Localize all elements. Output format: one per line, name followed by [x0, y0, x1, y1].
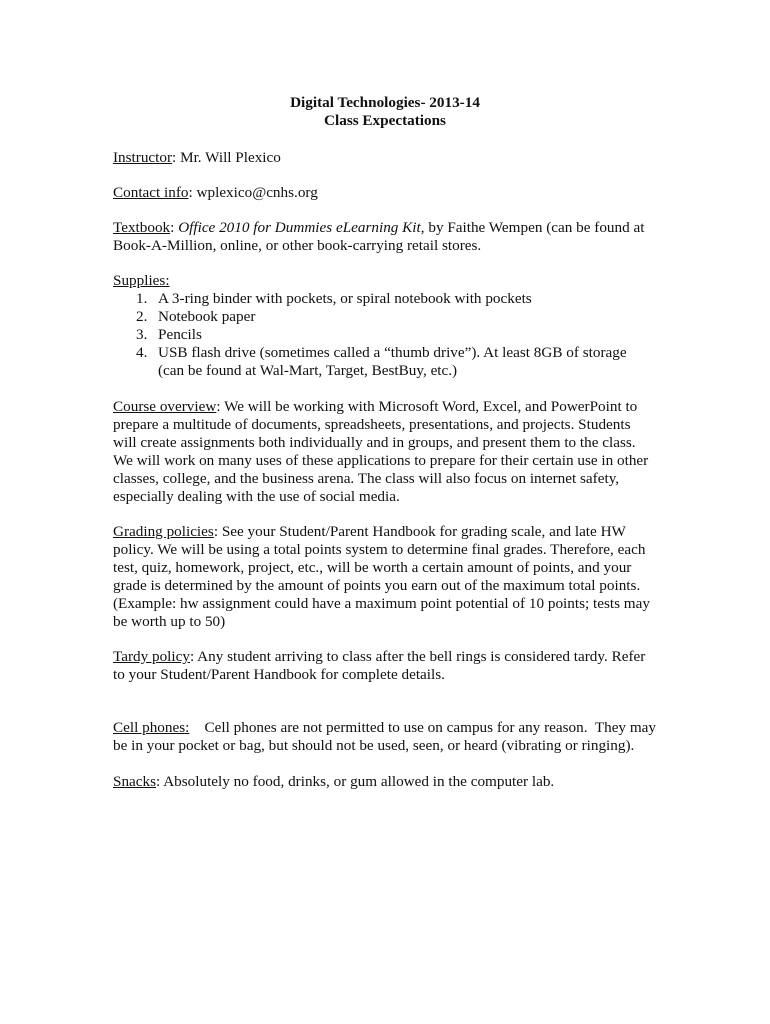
course-overview-line-1: Course overview: We will be working with Microsoft Word, Excel, and PowerPoint to [113, 398, 638, 415]
supply-item-4 [113, 344, 658, 362]
supply-item-text: Pencils [158, 325, 202, 343]
cell-phones-section [113, 719, 658, 755]
instructor-line: Instructor: Mr. Will Plexico [113, 149, 281, 166]
tardy-policy-section [113, 648, 658, 684]
contact-label: Contact info [113, 184, 189, 201]
cell-phones-label: Cell phones: [113, 719, 190, 736]
tardy-line-2: to your Student/Parent Handbook for complete details. [113, 665, 445, 683]
document-title: Digital Technologies- 2013-14 [290, 94, 480, 111]
grading-line-3: test, quiz, homework, project, etc., will be worth a certain amount of points, and your [113, 558, 632, 576]
course-overview-line-2: prepare a multitude of documents, spreadsheets, presentations, and projects. Students [113, 415, 631, 433]
supply-item-1 [113, 290, 658, 308]
cell-phones-line-1: Cell phones: Cell phones are not permitted to use on campus for any reason. They may [113, 719, 656, 736]
supplies-label: Supplies: [113, 272, 170, 289]
grading-line-4: grade is determined by the amount of points you earn out of the maximum total points. [113, 576, 641, 594]
grading-policies-label: Grading policies [113, 523, 214, 540]
supply-item-text: (can be found at Wal-Mart, Target, BestBuy, etc.) [158, 361, 458, 379]
grading-line-6: be worth up to 50) [113, 612, 226, 630]
instructor-section [113, 149, 658, 167]
supply-item-number: 3. [136, 325, 148, 343]
cell-phones-line-2: be in your pocket or bag, but should not be used, seen, or heard (vibrating or ringing). [113, 736, 635, 754]
snacks-line: Snacks: Absolutely no food, drinks, or gum allowed in the computer lab. [113, 773, 555, 790]
tardy-policy-label: Tardy policy [113, 648, 190, 665]
grading-line-2: policy. We will be using a total points system to determine final grades. Therefore, each [113, 540, 646, 558]
grading-line-1: Grading policies: See your Student/Parent Handbook for grading scale, and late HW [113, 523, 626, 540]
contact-email: wplexico@cnhs.org [196, 184, 318, 201]
supply-item-2 [113, 308, 658, 326]
document-subtitle: Class Expectations [324, 112, 446, 129]
supply-item-number: 4. [136, 343, 148, 361]
supplies-section [113, 272, 658, 379]
course-overview-line-6: especially dealing with the use of social media. [113, 487, 400, 505]
instructor-value: Mr. Will Plexico [180, 149, 281, 166]
textbook-author: , by Faithe Wempen (can be found at [420, 219, 645, 236]
contact-section [113, 184, 658, 202]
supply-item-number: 1. [136, 289, 148, 307]
supply-item-3 [113, 326, 658, 344]
supply-item-text: Notebook paper [158, 307, 256, 325]
course-overview-line-3: will create assignments both individually and in groups, and present them to the class. [113, 433, 636, 451]
supply-item-4-continued [113, 362, 658, 380]
course-overview-section [113, 398, 658, 505]
instructor-label: Instructor [113, 149, 173, 166]
textbook-title: Office 2010 for Dummies eLearning Kit [178, 219, 421, 236]
snacks-section [113, 773, 658, 791]
supply-item-text: USB flash drive (sometimes called a “thumb drive”). At least 8GB of storage [158, 343, 627, 361]
supply-item-text: A 3-ring binder with pockets, or spiral notebook with pockets [158, 289, 532, 307]
grading-policies-section [113, 523, 658, 630]
contact-line: Contact info: wplexico@cnhs.org [113, 184, 318, 201]
textbook-line-2: Book-A-Million, online, or other book-carrying retail stores. [113, 236, 482, 254]
textbook-label: Textbook [113, 219, 171, 236]
course-overview-line-4: We will work on many uses of these applications to prepare for their certain use in other [113, 451, 649, 469]
course-overview-line-5: classes, college, and the business arena. The class will also focus on internet safety, [113, 469, 620, 487]
tardy-line-1: Tardy policy: Any student arriving to class after the bell rings is considered tardy. Refer [113, 648, 646, 665]
grading-line-5: (Example: hw assignment could have a maximum point potential of 10 points; tests may [113, 594, 650, 612]
snacks-label: Snacks [113, 773, 157, 790]
supply-item-number: 2. [136, 307, 148, 325]
textbook-section [113, 219, 658, 255]
course-overview-label: Course overview [113, 398, 217, 415]
textbook-line-1: Textbook: Office 2010 for Dummies eLearning Kit, by Faithe Wempen (can be found at [113, 219, 645, 236]
